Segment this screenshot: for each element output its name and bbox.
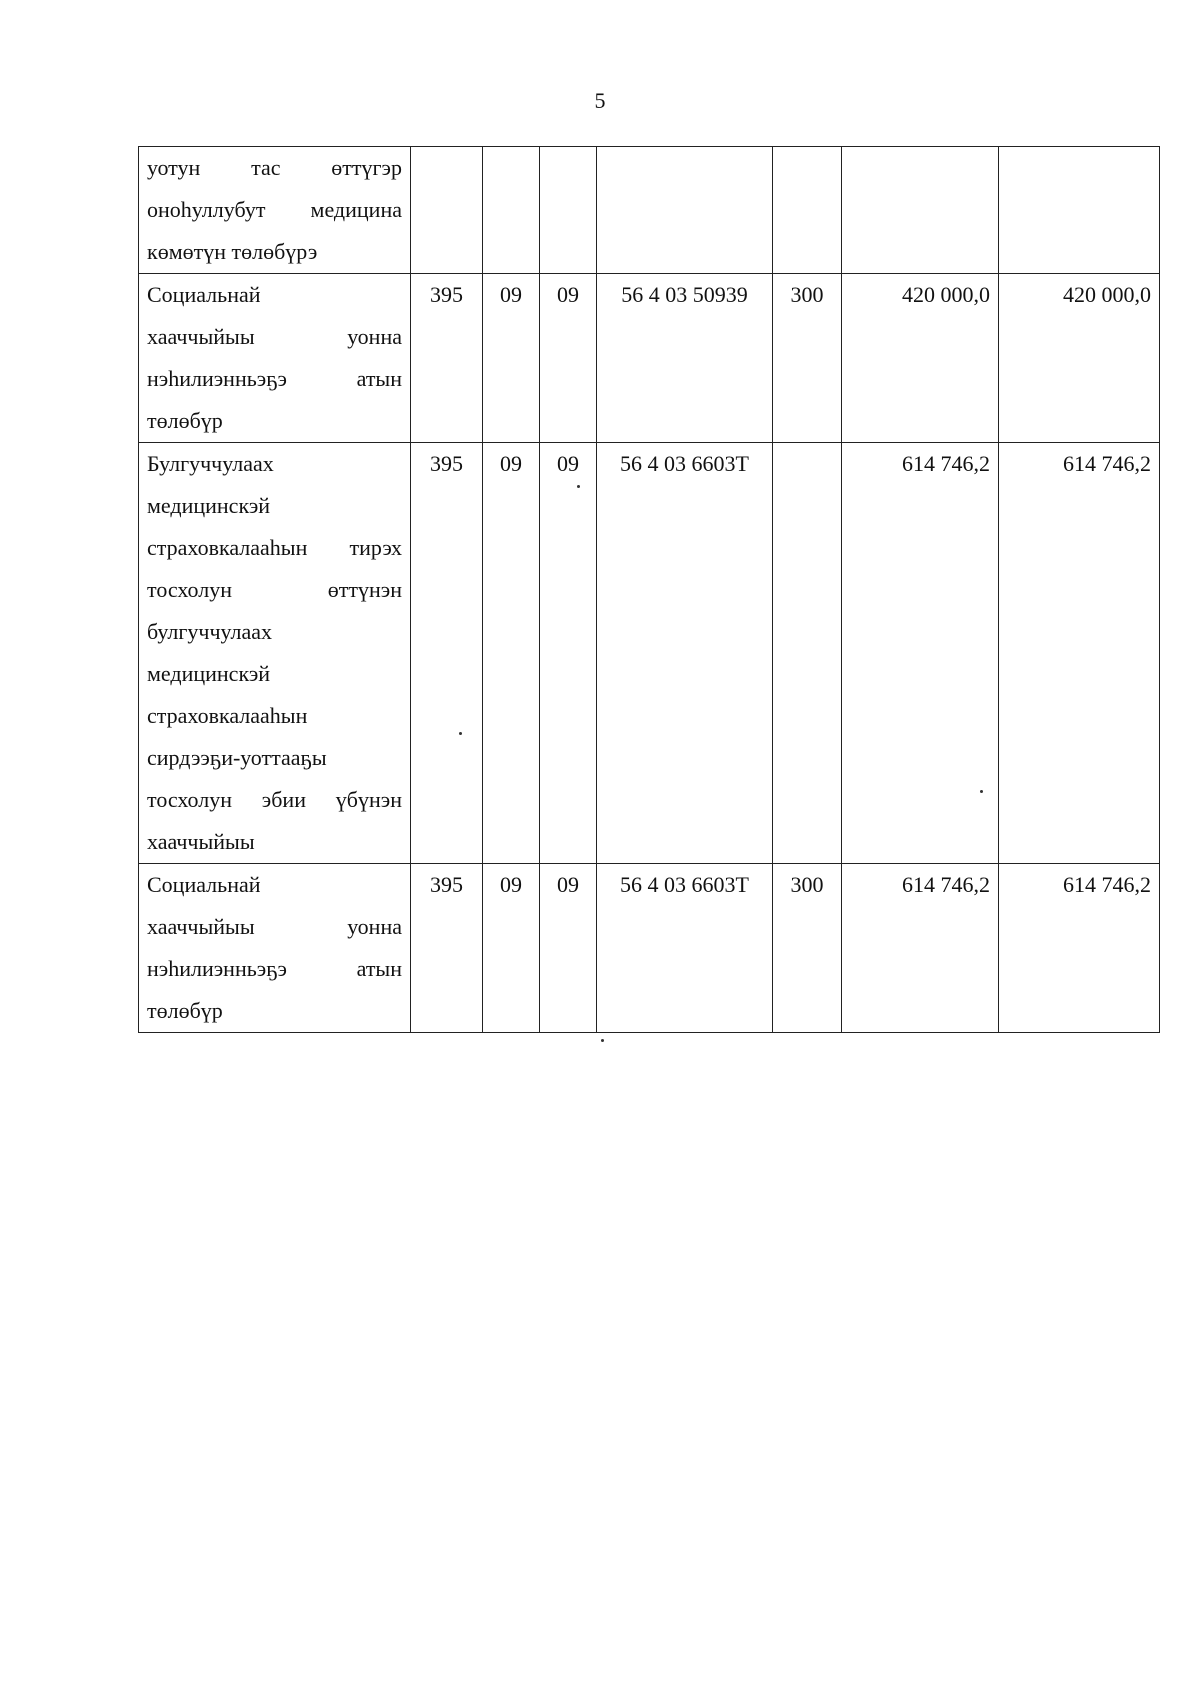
section-code-cell — [483, 147, 540, 274]
table-row — [139, 147, 1160, 274]
section-code-cell: 09 — [483, 864, 540, 1033]
target-article-cell: 56 4 03 6603Т — [597, 443, 773, 864]
subsection-code-cell — [540, 147, 597, 274]
description-line: булгуччулаах — [147, 619, 273, 644]
target-article-cell: 56 4 03 6603Т — [597, 864, 773, 1033]
subsection-code-cell: 09 — [540, 443, 597, 864]
row-description — [139, 147, 411, 274]
description-line: медицинскэй — [147, 661, 271, 686]
description-line: төлөбүр — [147, 998, 223, 1023]
amount-cell: 614 746,2 — [842, 864, 999, 1033]
description-line: нэһилиэнньэҕэ атын — [147, 956, 402, 981]
section-code-cell: 09 — [483, 274, 540, 443]
description-line: уотун тас өттүгэр — [147, 155, 402, 180]
expense-type-cell: 300 — [773, 864, 842, 1033]
row-description — [139, 274, 411, 443]
table-row — [139, 274, 1160, 443]
description-line: оноһуллубут медицина — [147, 197, 402, 222]
amount-cell: 614 746,2 — [999, 864, 1160, 1033]
ministry-code-cell: 395 — [411, 274, 483, 443]
description-line: сирдээҕи-уоттааҕы — [147, 745, 327, 770]
description-line: нэһилиэнньэҕэ атын — [147, 366, 402, 391]
scan-speck — [980, 790, 983, 793]
table-row — [139, 864, 1160, 1033]
target-article-cell: 56 4 03 50939 — [597, 274, 773, 443]
section-code-cell: 09 — [483, 443, 540, 864]
description-line: Социальнай — [147, 282, 261, 307]
description-line: хааччыйыы уонна — [147, 914, 402, 939]
ministry-code-cell: 395 — [411, 864, 483, 1033]
description-line: Социальнай — [147, 872, 261, 897]
amount-cell — [842, 147, 999, 274]
description-line: хааччыйыы уонна — [147, 324, 402, 349]
scan-speck — [459, 732, 462, 735]
amount-cell: 420 000,0 — [999, 274, 1160, 443]
amount-cell: 420 000,0 — [842, 274, 999, 443]
subsection-code-cell: 09 — [540, 864, 597, 1033]
expense-type-cell — [773, 443, 842, 864]
expense-type-cell: 300 — [773, 274, 842, 443]
description-line: страховкалааһын тирэх — [147, 535, 402, 560]
amount-cell: 614 746,2 — [999, 443, 1160, 864]
description-line: көмөтүн төлөбүрэ — [147, 239, 318, 264]
table-row — [139, 443, 1160, 864]
description-line: медицинскэй — [147, 493, 271, 518]
subsection-code-cell: 09 — [540, 274, 597, 443]
expense-type-cell — [773, 147, 842, 274]
row-description — [139, 443, 411, 864]
description-line: төлөбүр — [147, 408, 223, 433]
target-article-cell — [597, 147, 773, 274]
ministry-code-cell — [411, 147, 483, 274]
page-number: 5 — [594, 88, 606, 113]
description-line: тосхолун эбии үбүнэн — [147, 787, 402, 812]
scan-speck — [577, 485, 580, 488]
row-description — [139, 864, 411, 1033]
scan-speck — [601, 1039, 604, 1042]
amount-cell — [999, 147, 1160, 274]
description-line: страховкалааһын — [147, 703, 308, 728]
budget-table — [138, 146, 1160, 1033]
amount-cell: 614 746,2 — [842, 443, 999, 864]
ministry-code-cell: 395 — [411, 443, 483, 864]
description-line: Булгуччулаах — [147, 451, 274, 476]
description-line: хааччыйыы — [147, 829, 255, 854]
description-line: тосхолун өттүнэн — [147, 577, 402, 602]
